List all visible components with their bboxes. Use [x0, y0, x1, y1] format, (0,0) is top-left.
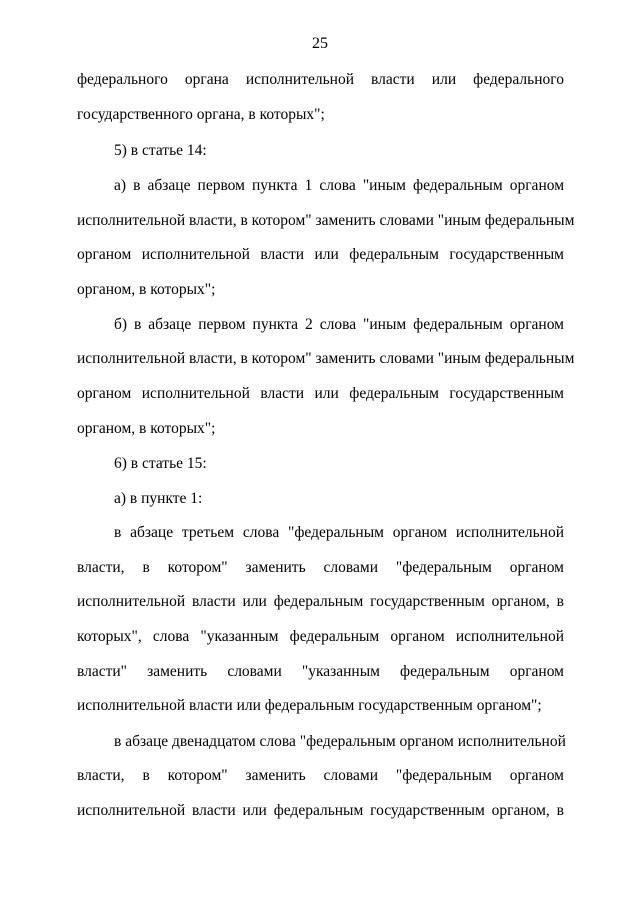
text-line-22: исполнительной власти или федеральным государственным органом, в	[77, 802, 564, 819]
text-line-5: исполнительной власти, в котором" заменить словами "иным федеральным	[77, 212, 575, 229]
text-line-11: органом, в которых";	[77, 420, 216, 437]
text-line-19: исполнительной власти или федеральным государственным органом";	[77, 697, 542, 714]
text-line-10: органом исполнительной власти или федеральным государственным	[77, 385, 564, 402]
text-line-4: а) в абзаце первом пункта 1 слова "иным федеральным органом	[114, 177, 564, 194]
text-line-17: которых", слова "указанным федеральным органом исполнительной	[77, 628, 564, 645]
text-line-6: органом исполнительной власти или федеральным государственным	[77, 246, 564, 263]
text-line-16: исполнительной власти или федеральным государственным органом, в	[77, 593, 564, 610]
text-line-15: власти, в котором" заменить словами "федеральным органом	[77, 559, 564, 576]
text-line-21: власти, в котором" заменить словами "федеральным органом	[77, 767, 564, 784]
text-line-2: государственного органа, в которых";	[77, 106, 325, 123]
text-line-12: 6) в статье 15:	[114, 455, 207, 472]
text-line-3: 5) в статье 14:	[114, 142, 207, 159]
text-line-7: органом, в которых";	[77, 281, 216, 298]
text-line-14: в абзаце третьем слова "федеральным органом исполнительной	[114, 524, 564, 541]
text-line-20: в абзаце двенадцатом слова "федеральным органом исполнительной	[114, 733, 566, 750]
text-line-9: исполнительной власти, в котором" заменить словами "иным федеральным	[77, 350, 575, 367]
text-line-18: власти" заменить словами "указанным федеральным органом	[77, 663, 564, 680]
text-line-8: б) в абзаце первом пункта 2 слова "иным федеральным органом	[114, 316, 564, 333]
page-number: 25	[312, 35, 328, 52]
text-line-13: а) в пункте 1:	[114, 490, 203, 507]
text-line-1: федерального органа исполнительной власти или федерального	[77, 71, 564, 88]
